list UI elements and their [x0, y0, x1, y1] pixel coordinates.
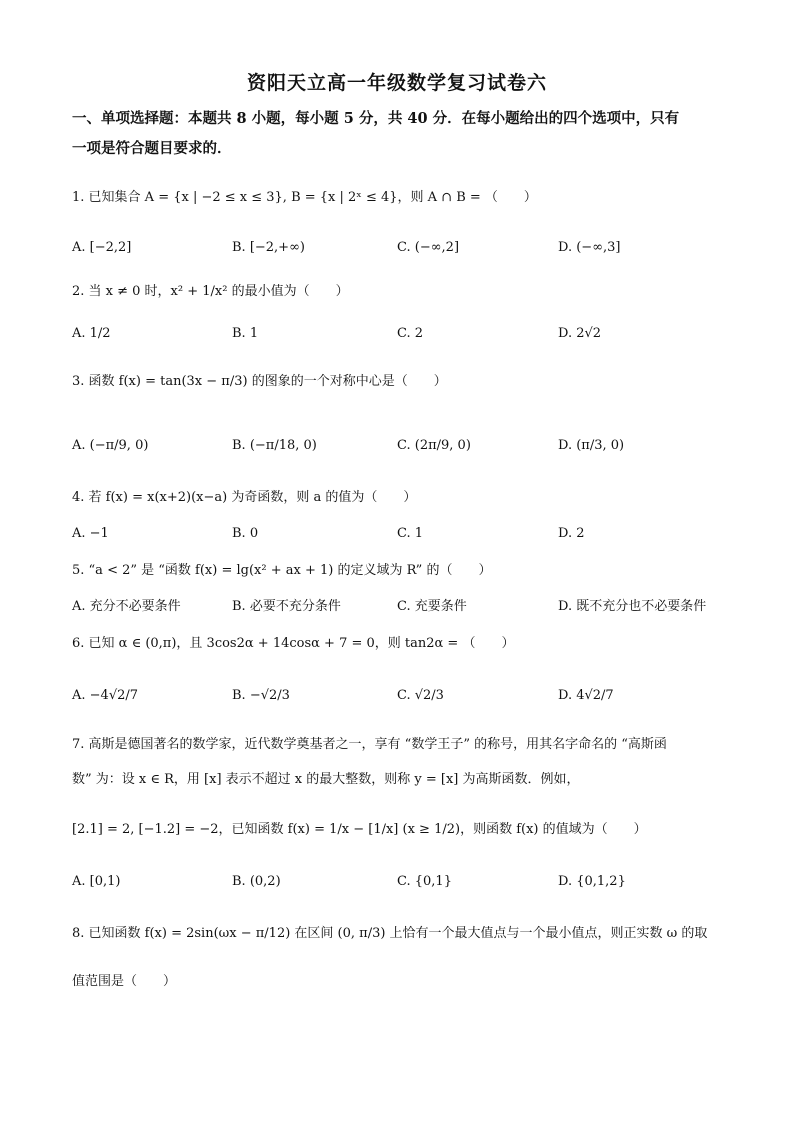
option-d: D. {0,1,2} — [558, 874, 626, 889]
option-b: B. 0 — [232, 526, 259, 541]
option-a: A. 1/2 — [72, 326, 111, 341]
exam-title: 资阳天立高一年级数学复习试卷六 — [246, 72, 547, 94]
option-b: B. 1 — [232, 326, 259, 341]
option-c: C. 2 — [397, 326, 424, 341]
question-2-stem: 2. 当 x ≠ 0 时，x² + 1/x² 的最小值为（ ） — [72, 284, 349, 299]
option-c: C. (2π/9, 0) — [397, 438, 471, 453]
option-c: C. √2/3 — [397, 688, 444, 703]
option-d: D. (−∞,3] — [558, 240, 621, 255]
section-heading-line-1: 一、单项选择题：本题共 8 小题，每小题 5 分，共 40 分．在每小题给出的四个选项中，只有 — [72, 110, 680, 127]
option-d: D. 既不充分也不必要条件 — [558, 599, 707, 614]
question-4-stem: 4. 若 f(x) = x(x+2)(x−a) 为奇函数，则 a 的值为（ ） — [72, 490, 417, 505]
option-b: B. [−2,+∞) — [232, 240, 305, 255]
option-d: D. 4√2/7 — [558, 688, 614, 703]
option-d: D. 2 — [558, 526, 585, 541]
option-c: C. 充要条件 — [397, 599, 467, 614]
option-c: C. {0,1} — [397, 874, 452, 889]
option-a: A. 充分不必要条件 — [72, 599, 181, 614]
question-1-stem: 1. 已知集合 A = {x | −2 ≤ x ≤ 3}, B = {x | 2ˣ ≤ 4}，则 A ∩ B = （ ） — [72, 190, 537, 205]
question-7-stem-line-2: 数” 为：设 x ∈ R，用 [x] 表示不超过 x 的最大整数，则称 y = [x] 为高斯函数．例如， — [72, 772, 580, 787]
question-5-stem: 5. “a < 2” 是 “函数 f(x) = lg(x² + ax + 1) 的定义域为 R” 的（ ） — [72, 563, 492, 578]
option-b: B. 必要不充分条件 — [232, 599, 341, 614]
option-b: B. (0,2) — [232, 874, 281, 889]
section-heading-line-2: 一项是符合题目要求的． — [72, 140, 232, 157]
section-heading — [72, 104, 724, 164]
option-c: C. (−∞,2] — [397, 240, 460, 255]
option-a: A. −1 — [72, 526, 109, 541]
question-7-stem-line-1: 7. 高斯是德国著名的数学家，近代数学奠基者之一，享有 “数学王子” 的称号，用其名字命名的 “高斯函 — [72, 737, 667, 752]
option-a: A. [−2,2] — [72, 240, 132, 255]
option-d: D. 2√2 — [558, 326, 602, 341]
option-b: B. (−π/18, 0) — [232, 438, 317, 453]
option-b: B. −√2/3 — [232, 688, 290, 703]
question-8-stem-line-2: 值范围是（ ） — [72, 974, 177, 989]
option-d: D. (π/3, 0) — [558, 438, 625, 453]
option-a: A. [0,1) — [72, 874, 121, 889]
option-a: A. (−π/9, 0) — [72, 438, 149, 453]
question-7-stem-line-3: [2.1] = 2, [−1.2] = −2，已知函数 f(x) = 1/x − [1/x] (x ≥ 1/2)，则函数 f(x) 的值域为（ ） — [72, 822, 647, 837]
question-6-stem: 6. 已知 α ∈ (0,π)，且 3cos2α + 14cosα + 7 = 0，则 tan2α = （ ） — [72, 636, 515, 651]
question-3-stem: 3. 函数 f(x) = tan(3x − π/3) 的图象的一个对称中心是（ ） — [72, 374, 447, 389]
option-a: A. −4√2/7 — [72, 688, 139, 703]
question-8-stem-line-1: 8. 已知函数 f(x) = 2sin(ωx − π/12) 在区间 (0, π/3) 上恰有一个最大值点与一个最小值点，则正实数 ω 的取 — [72, 926, 708, 941]
option-c: C. 1 — [397, 526, 424, 541]
